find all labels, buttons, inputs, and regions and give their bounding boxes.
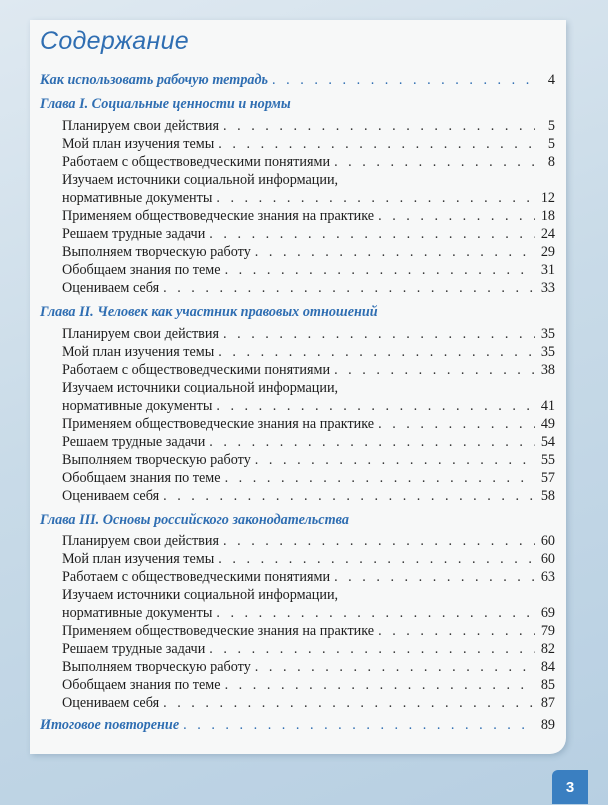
dot-leader <box>255 244 535 261</box>
dot-leader <box>216 190 535 207</box>
toc-entry-page: 24 <box>540 226 555 242</box>
toc-entry-label: нормативные документы <box>62 398 213 414</box>
dot-leader <box>216 605 535 622</box>
toc-entry-page: 5 <box>547 136 555 152</box>
toc-entry-page: 79 <box>540 623 555 639</box>
dot-leader <box>378 623 535 640</box>
toc-entry-label: Планируем свои действия <box>62 326 219 342</box>
dot-leader <box>223 118 535 135</box>
toc-entry-label: Работаем с обществоведческими понятиями <box>62 154 331 170</box>
toc-entry-label: Работаем с обществоведческими понятиями <box>62 362 331 378</box>
toc-entry-label: Оцениваем себя <box>62 280 160 296</box>
toc-entry-label: Оцениваем себя <box>62 488 160 504</box>
toc-entry-page: 41 <box>540 398 555 414</box>
dot-leader <box>255 452 535 469</box>
page-number-badge: 3 <box>552 770 588 804</box>
toc-entry-page: 69 <box>540 605 555 621</box>
toc-entry-page: 49 <box>540 416 555 432</box>
dot-leader <box>216 398 535 415</box>
toc-entry-page: 8 <box>547 154 555 170</box>
toc-entry[interactable] <box>62 280 555 297</box>
toc-entry-page: 29 <box>540 244 555 260</box>
dot-leader <box>378 416 535 433</box>
page-title: Содержание <box>40 27 189 55</box>
toc-entry-label: Выполняем творческую работу <box>62 244 251 260</box>
toc-entry[interactable] <box>62 136 555 153</box>
dot-leader <box>218 551 535 568</box>
dot-leader <box>272 72 535 89</box>
dot-leader <box>223 326 535 343</box>
dot-leader <box>334 362 535 379</box>
toc-entry[interactable] <box>62 659 555 676</box>
toc-entry-label: Как использовать рабочую тетрадь <box>40 72 269 88</box>
toc-entry-label: Выполняем творческую работу <box>62 659 251 675</box>
toc-entry[interactable] <box>62 416 555 433</box>
toc-entry-label: Планируем свои действия <box>62 118 219 134</box>
toc-entry[interactable] <box>62 344 555 361</box>
toc-entry[interactable] <box>62 695 555 712</box>
toc-entry-page: 82 <box>540 641 555 657</box>
toc-entry-intro[interactable] <box>40 72 555 89</box>
dot-leader <box>209 434 535 451</box>
toc-entry-page: 4 <box>547 72 555 88</box>
toc-entry[interactable] <box>62 434 555 451</box>
dot-leader <box>225 677 535 694</box>
dot-leader <box>218 136 535 153</box>
dot-leader <box>378 208 535 225</box>
toc-entry-label-line1: Изучаем источники социальной информации, <box>62 172 339 188</box>
dot-leader <box>225 470 535 487</box>
toc-entry-page: 60 <box>540 533 555 549</box>
toc-entry[interactable] <box>62 641 555 658</box>
toc-entry-label: Решаем трудные задачи <box>62 641 206 657</box>
toc-entry[interactable] <box>62 398 555 415</box>
dot-leader <box>183 717 535 734</box>
dot-leader <box>163 280 535 297</box>
toc-entry[interactable] <box>62 533 555 550</box>
toc-entry-label: Обобщаем знания по теме <box>62 470 221 486</box>
dot-leader <box>334 154 535 171</box>
toc-entry[interactable] <box>62 326 555 343</box>
toc-entry[interactable] <box>62 452 555 469</box>
toc-entry-page: 87 <box>540 695 555 711</box>
toc-entry-page: 35 <box>540 326 555 342</box>
toc-entry-page: 57 <box>540 470 555 486</box>
dot-leader <box>163 695 535 712</box>
toc-entry-page: 84 <box>540 659 555 675</box>
chapter-heading[interactable]: Глава I. Социальные ценности и нормы <box>40 96 291 112</box>
toc-entry-label: нормативные документы <box>62 605 213 621</box>
toc-entry[interactable] <box>62 623 555 640</box>
toc-entry-page: 60 <box>540 551 555 567</box>
dot-leader <box>255 659 535 676</box>
toc-entry-label: Итоговое повторение <box>40 717 180 733</box>
toc-entry[interactable] <box>62 551 555 568</box>
toc-entry-page: 54 <box>540 434 555 450</box>
toc-entry-label-line1: Изучаем источники социальной информации, <box>62 587 339 603</box>
dot-leader <box>163 488 535 505</box>
toc-entry-page: 55 <box>540 452 555 468</box>
toc-entry-label: Мой план изучения темы <box>62 551 215 567</box>
toc-entry[interactable] <box>62 118 555 135</box>
toc-entry-label-line1: Изучаем источники социальной информации, <box>62 380 339 396</box>
toc-entry-label: Обобщаем знания по теме <box>62 677 221 693</box>
dot-leader <box>218 344 535 361</box>
toc-entry[interactable] <box>62 470 555 487</box>
toc-entry-page: 18 <box>540 208 555 224</box>
dot-leader <box>209 641 535 658</box>
toc-entry-label: Решаем трудные задачи <box>62 434 206 450</box>
dot-leader <box>225 262 535 279</box>
toc-entry-label: Обобщаем знания по теме <box>62 262 221 278</box>
toc-entry-page: 5 <box>547 118 555 134</box>
toc-entry-page: 89 <box>540 717 555 733</box>
dot-leader <box>209 226 535 243</box>
toc-entry-label: Мой план изучения темы <box>62 136 215 152</box>
chapter-heading[interactable]: Глава III. Основы российского законодательства <box>40 512 349 528</box>
toc-entry[interactable] <box>62 569 555 586</box>
dot-leader <box>334 569 535 586</box>
toc-entry-label: Оцениваем себя <box>62 695 160 711</box>
toc-entry[interactable] <box>62 154 555 171</box>
toc-entry-label: Планируем свои действия <box>62 533 219 549</box>
toc-entry-label: Применяем обществоведческие знания на практике <box>62 416 375 432</box>
toc-entry-label: Решаем трудные задачи <box>62 226 206 242</box>
toc-entry-final[interactable] <box>40 717 555 734</box>
chapter-heading[interactable]: Глава II. Человек как участник правовых отношений <box>40 304 378 320</box>
toc-entry-page: 31 <box>540 262 555 278</box>
toc-entry[interactable] <box>62 605 555 622</box>
toc-entry-page: 63 <box>540 569 555 585</box>
toc-entry[interactable] <box>62 226 555 243</box>
toc-entry-page: 33 <box>540 280 555 296</box>
toc-entry-label: Применяем обществоведческие знания на практике <box>62 208 375 224</box>
toc-entry[interactable] <box>62 244 555 261</box>
toc-entry-label: Работаем с обществоведческими понятиями <box>62 569 331 585</box>
toc-entry[interactable] <box>62 488 555 505</box>
toc-entry[interactable] <box>62 362 555 379</box>
toc-entry-page: 12 <box>540 190 555 206</box>
toc-entry-page: 35 <box>540 344 555 360</box>
toc-entry-page: 58 <box>540 488 555 504</box>
toc-entry[interactable] <box>62 190 555 207</box>
toc-entry-page: 85 <box>540 677 555 693</box>
toc-entry-label: нормативные документы <box>62 190 213 206</box>
toc-entry-page: 38 <box>540 362 555 378</box>
toc-entry[interactable] <box>62 262 555 279</box>
toc-entry[interactable] <box>62 208 555 225</box>
toc-entry-label: Выполняем творческую работу <box>62 452 251 468</box>
toc-entry-label: Применяем обществоведческие знания на практике <box>62 623 375 639</box>
toc-entry[interactable] <box>62 677 555 694</box>
toc-entry-label: Мой план изучения темы <box>62 344 215 360</box>
dot-leader <box>223 533 535 550</box>
